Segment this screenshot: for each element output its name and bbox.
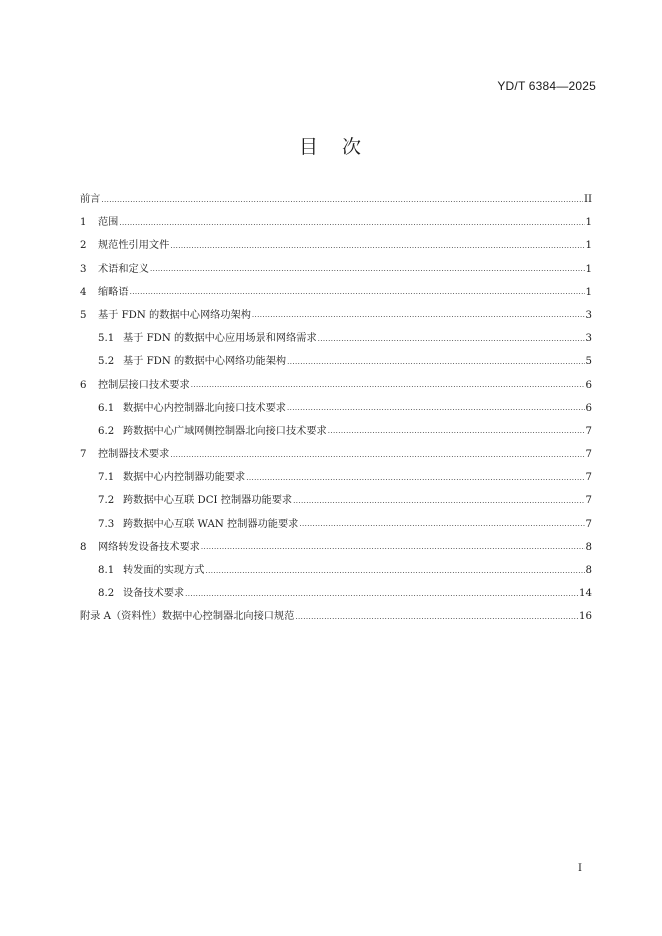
toc-entry[interactable] bbox=[80, 352, 592, 375]
toc-entry-number: 1 bbox=[80, 217, 87, 229]
toc-entry[interactable] bbox=[80, 190, 592, 213]
toc-heading-part2: 次 bbox=[342, 136, 364, 158]
toc-entry-page: 6 bbox=[585, 379, 592, 391]
toc-entry[interactable] bbox=[80, 584, 592, 607]
toc-dot-leader bbox=[170, 451, 584, 459]
toc-entry-page: 14 bbox=[579, 588, 592, 600]
toc-entry[interactable] bbox=[80, 422, 592, 445]
toc-dot-leader bbox=[318, 335, 585, 343]
toc-entry-number: 5.2 bbox=[98, 356, 115, 368]
toc-entry-number: 6 bbox=[80, 379, 87, 391]
toc-entry-title: 缩略语 bbox=[98, 286, 129, 298]
toc-entry-page: 8 bbox=[585, 565, 592, 576]
toc-entry-title: 控制层接口技术要求 bbox=[98, 379, 190, 391]
toc-entry-title: 数据中心内控制器功能要求 bbox=[123, 472, 246, 484]
toc-entry[interactable] bbox=[80, 376, 592, 399]
toc-entry-page: 1 bbox=[585, 286, 592, 298]
toc-entry-number: 7 bbox=[80, 449, 87, 461]
toc-dot-leader bbox=[170, 242, 584, 250]
toc-entry-page: 7 bbox=[585, 472, 592, 484]
toc-dot-leader bbox=[287, 358, 584, 366]
toc-entry[interactable] bbox=[80, 561, 592, 584]
toc-dot-leader bbox=[101, 196, 583, 204]
toc-entry[interactable] bbox=[80, 607, 592, 630]
toc-entry-page: 7 bbox=[585, 518, 592, 530]
toc-entry-title: 跨数据中心互联 DCI 控制器功能要求 bbox=[123, 495, 293, 507]
toc-heading-part1: 目 bbox=[298, 136, 320, 158]
toc-entry-number: 7.1 bbox=[98, 472, 115, 484]
toc-entry-number: 5.1 bbox=[98, 333, 115, 345]
toc-entry-number: 5 bbox=[80, 309, 87, 321]
page-folio: I bbox=[578, 863, 582, 874]
toc-entry-title: 转发面的实现方式 bbox=[123, 565, 205, 576]
toc-entry-page: 5 bbox=[585, 356, 592, 368]
toc-entry-title: 前言 bbox=[80, 194, 101, 205]
toc-dot-leader bbox=[150, 265, 585, 273]
toc-entry[interactable] bbox=[80, 283, 592, 306]
toc-dot-leader bbox=[201, 543, 585, 551]
toc-entry-title: 基于 FDN 的数据中心应用场景和网络需求 bbox=[123, 333, 317, 345]
toc-entry-title: 基于 FDN 的数据中心网络功能架构 bbox=[123, 356, 287, 368]
toc-entry-page: 7 bbox=[585, 449, 592, 461]
toc-entry-page: 6 bbox=[585, 402, 592, 414]
toc-entry-page: 1 bbox=[585, 263, 592, 275]
toc-entry-number: 6.2 bbox=[98, 425, 115, 437]
toc-entry[interactable] bbox=[80, 236, 592, 259]
toc-dot-leader bbox=[328, 427, 585, 435]
toc-entry-number: 8.2 bbox=[98, 588, 115, 600]
toc-entry-title: 范围 bbox=[98, 217, 119, 229]
toc-entry-title: 数据中心内控制器北向接口技术要求 bbox=[123, 402, 286, 414]
toc-dot-leader bbox=[246, 474, 584, 482]
toc-entry[interactable] bbox=[80, 491, 592, 514]
toc-entry-number: 8.1 bbox=[98, 565, 115, 576]
toc-entry-number: 7.3 bbox=[98, 518, 115, 530]
toc-entry-page: 7 bbox=[585, 425, 592, 437]
toc-dot-leader bbox=[299, 520, 584, 528]
toc-entry-number: 8 bbox=[80, 541, 87, 553]
toc-entry-title: 规范性引用文件 bbox=[98, 240, 170, 252]
toc-entry-page: 3 bbox=[585, 333, 592, 345]
toc-dot-leader bbox=[191, 381, 585, 389]
toc-entry[interactable] bbox=[80, 306, 592, 329]
toc-entry-title: 控制器技术要求 bbox=[98, 449, 170, 461]
toc-entry-page: 8 bbox=[585, 541, 592, 553]
table-of-contents bbox=[80, 190, 592, 631]
toc-entry-title: 设备技术要求 bbox=[123, 588, 185, 600]
toc-entry-number: 6.1 bbox=[98, 402, 115, 414]
toc-dot-leader bbox=[119, 219, 584, 227]
toc-entry-page: 1 bbox=[585, 240, 592, 252]
toc-dot-leader bbox=[130, 288, 585, 296]
toc-entry-number: 4 bbox=[80, 286, 87, 298]
toc-entry-title: 术语和定义 bbox=[98, 263, 149, 275]
toc-heading bbox=[0, 132, 662, 159]
toc-entry-number: 7.2 bbox=[98, 495, 115, 507]
toc-entry-page: 1 bbox=[585, 217, 592, 229]
toc-entry[interactable] bbox=[80, 445, 592, 468]
toc-entry[interactable] bbox=[80, 468, 592, 491]
toc-entry-title: 附录 A（资料性）数据中心控制器北向接口规范 bbox=[80, 611, 295, 623]
toc-entry-page: 3 bbox=[585, 309, 592, 321]
toc-entry[interactable] bbox=[80, 399, 592, 422]
document-number: YD/T 6384—2025 bbox=[497, 79, 596, 93]
toc-entry-number: 2 bbox=[80, 240, 87, 252]
toc-dot-leader bbox=[185, 590, 578, 598]
toc-dot-leader bbox=[295, 613, 578, 621]
toc-entry[interactable] bbox=[80, 260, 592, 283]
toc-entry-page: 7 bbox=[585, 495, 592, 507]
toc-entry-title: 跨数据中心互联 WAN 控制器功能要求 bbox=[123, 518, 299, 530]
toc-dot-leader bbox=[252, 311, 585, 319]
toc-entry-number: 3 bbox=[80, 263, 87, 275]
toc-entry-title: 网络转发设备技术要求 bbox=[98, 541, 200, 553]
toc-entry[interactable] bbox=[80, 515, 592, 538]
toc-entry[interactable] bbox=[80, 213, 592, 236]
toc-entry-title: 基于 FDN 的数据中心网络功架构 bbox=[98, 309, 251, 321]
toc-entry-title: 跨数据中心广域网侧控制器北向接口技术要求 bbox=[123, 425, 327, 437]
toc-dot-leader bbox=[206, 567, 585, 575]
toc-dot-leader bbox=[293, 497, 584, 505]
toc-entry[interactable] bbox=[80, 329, 592, 352]
toc-entry-page: II bbox=[583, 194, 592, 205]
toc-entry[interactable] bbox=[80, 538, 592, 561]
toc-dot-leader bbox=[287, 404, 585, 412]
toc-entry-page: 16 bbox=[579, 611, 592, 623]
